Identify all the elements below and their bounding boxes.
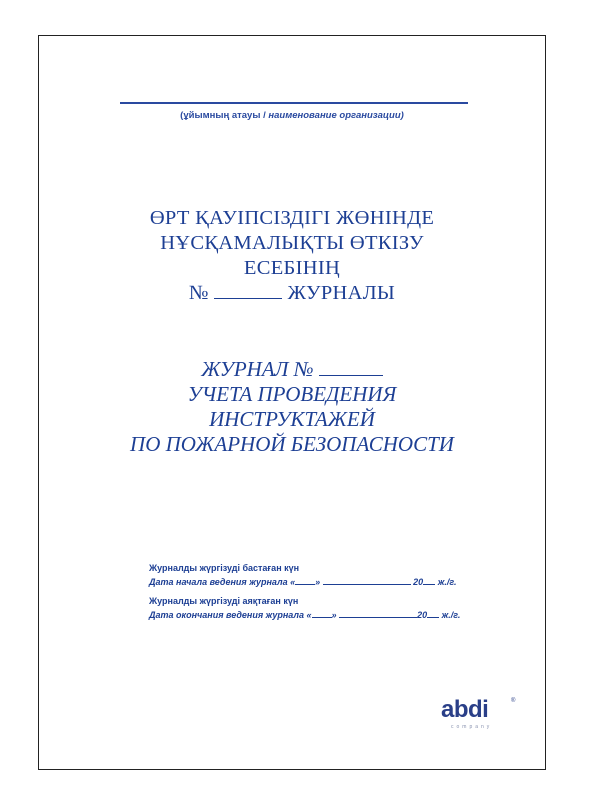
start-year-suffix: ж./г.	[437, 576, 457, 587]
logo-subtext: company	[451, 724, 493, 730]
organization-caption	[39, 110, 545, 121]
start-date-label-kz: Журналды жүргізуді бастаған күн	[149, 563, 300, 573]
journal-cover	[38, 35, 546, 770]
russian-title-line4: ПО ПОЖАРНОЙ БЕЗОПАСНОСТИ	[130, 432, 454, 456]
logo-text: abdi	[441, 696, 489, 723]
start-date-group	[149, 563, 529, 588]
start-quote-close: »	[315, 576, 321, 587]
end-year-suffix: ж./г.	[441, 609, 461, 620]
russian-journal-number-blank	[319, 361, 383, 376]
end-quote-close: »	[331, 609, 337, 620]
russian-journal-number-label: ЖУРНАЛ №	[201, 357, 314, 381]
end-date-group	[149, 596, 529, 621]
journal-dates	[149, 563, 529, 621]
kazakh-title-line2: НҰСҚАМАЛЫҚТЫ ӨТКІЗУ	[160, 232, 424, 254]
end-day-blank	[312, 608, 332, 618]
kazakh-title-line4	[39, 281, 545, 306]
end-date-label-ru: Дата окончания ведения журнала «	[149, 609, 312, 620]
start-day-blank	[295, 575, 315, 585]
russian-title-line2: УЧЕТА ПРОВЕДЕНИЯ	[187, 382, 397, 406]
russian-title-line3: ИНСТРУКТАЖЕЙ	[209, 407, 375, 431]
kazakh-title	[39, 206, 545, 306]
organization-name-line	[120, 102, 468, 104]
russian-title-line1	[39, 357, 545, 382]
organization-caption-ru: наименование организации)	[268, 110, 404, 121]
end-year-prefix: 20	[417, 609, 428, 620]
start-year-prefix: 20	[413, 576, 424, 587]
organization-caption-kz: (ұйымның атауы /	[180, 110, 269, 121]
end-date-label-kz: Журналды жүргізуді аяқтаған күн	[149, 596, 299, 606]
abdi-logo	[441, 696, 521, 736]
kazakh-title-line3: ЕСЕБІНІҢ	[243, 257, 341, 279]
kazakh-title-line1: ӨРТ ҚАУІПСІЗДІГІ ЖӨНІНДЕ	[149, 207, 435, 229]
kazakh-journal-word: ЖУРНАЛЫ	[287, 282, 396, 304]
end-date-row	[149, 608, 529, 622]
kazakh-journal-number-blank	[214, 284, 282, 299]
start-year-blank	[423, 575, 435, 585]
start-date-label-ru: Дата начала ведения журнала «	[149, 576, 296, 587]
start-date-row	[149, 575, 529, 589]
registered-mark-icon: ®	[511, 698, 516, 704]
russian-title	[39, 357, 545, 457]
end-year-blank	[427, 608, 439, 618]
end-month-blank	[339, 608, 417, 618]
kazakh-number-sign: №	[188, 282, 209, 304]
start-month-blank	[323, 575, 411, 585]
